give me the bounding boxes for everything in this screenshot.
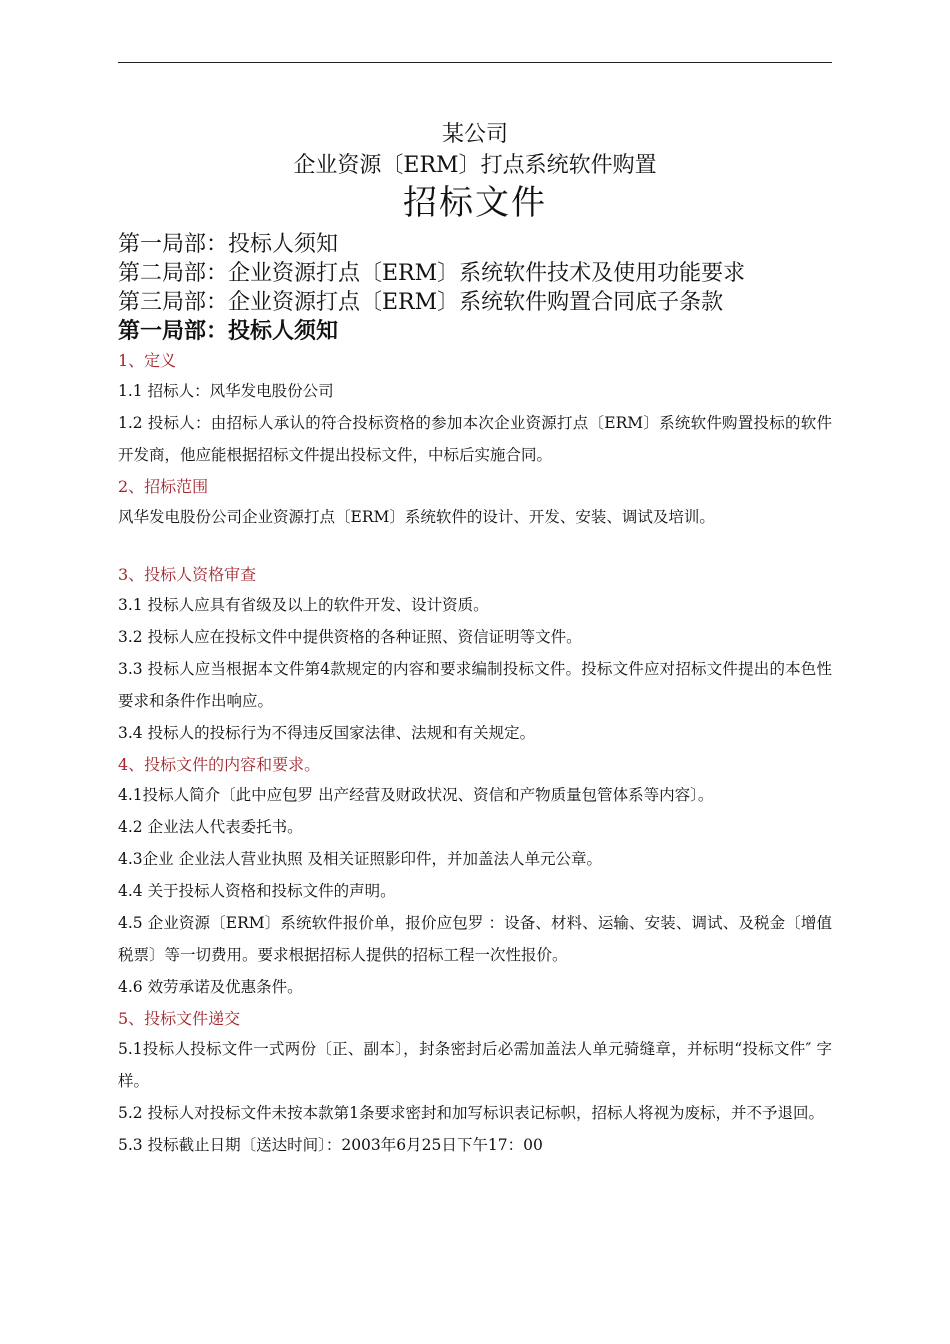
paragraph: 1.1 招标人：风华发电股份公司 <box>118 382 334 400</box>
paragraph: 3.1 投标人应具有省级及以上的软件开发、设计资质。 <box>118 596 489 614</box>
toc-item-part2: 第二局部：企业资源打点〔ERM〕系统软件技术及使用功能要求 <box>118 261 746 286</box>
paragraph: 4.2 企业法人代表委托书。 <box>118 818 303 836</box>
section-heading: 4、投标文件的内容和要求。 <box>118 755 321 774</box>
paragraph: 4.5 企业资源〔ERM〕系统软件报价单，报价应包罗 ：设备、材料、运输、安装、调试、及税金〔增值税票〕等一切费用。要求根据招标人提供的招标工程一次性报价。 <box>118 914 832 964</box>
paragraph: 风华发电股份公司企业资源打点〔ERM〕系统软件的设计、开发、安装、调试及培训。 <box>118 508 715 526</box>
header-rule <box>118 62 832 63</box>
paragraph: 1.2 投标人：由招标人承认的符合投标资格的参加本次企业资源打点〔ERM〕系统软件购置投标的软件开发商，他应能根据招标文件提出投标文件，中标后实施合同。 <box>118 414 832 464</box>
section-heading: 3、投标人资格审查 <box>118 565 257 584</box>
document-subtitle: 企业资源〔ERM〕打点系统软件购置 <box>293 153 657 178</box>
section-heading: 5、投标文件递交 <box>118 1009 241 1028</box>
paragraph: 5.1投标人投标文件一式两份〔正、副本〕，封条密封后必需加盖法人单元骑缝章，并标明“投标文件″ 字样。 <box>118 1040 832 1090</box>
section-heading: 1、定义 <box>118 351 177 370</box>
document-title: 招标文件 <box>403 183 547 223</box>
section-scope <box>118 473 832 533</box>
table-of-contents <box>118 230 832 317</box>
paragraph: 3.4 投标人的投标行为不得违反国家法律、法规和有关规定。 <box>118 724 536 742</box>
paragraph: 3.2 投标人应在投标文件中提供资格的各种证照、资信证明等文件。 <box>118 628 582 646</box>
spacer <box>118 533 832 559</box>
title-block <box>118 120 832 224</box>
document-page <box>118 120 832 1161</box>
paragraph: 4.6 效劳承诺及优惠条件。 <box>118 978 303 996</box>
section-bid-content <box>118 751 832 1003</box>
paragraph: 4.4 关于投标人资格和投标文件的声明。 <box>118 882 396 900</box>
paragraph: 5.3 投标截止日期〔送达时间〕：2003年6月25日下午17：00 <box>118 1136 543 1154</box>
section-submission <box>118 1005 832 1161</box>
toc-item-part1: 第一局部：投标人须知 <box>118 232 339 257</box>
section-heading: 2、招标范围 <box>118 477 209 496</box>
paragraph: 3.3 投标人应当根据本文件第4款规定的内容和要求编制投标文件。投标文件应对招标文件提出的本色性要求和条件作出响应。 <box>118 660 832 710</box>
toc-item-part3: 第三局部：企业资源打点〔ERM〕系统软件购置合同底子条款 <box>118 290 724 315</box>
paragraph: 4.3企业 企业法人营业执照 及相关证照影印件，并加盖法人单元公章。 <box>118 850 603 868</box>
paragraph: 4.1投标人简介〔此中应包罗 出产经营及财政状况、资信和产物质量包管体系等内容〕。 <box>118 786 714 804</box>
paragraph: 5.2 投标人对投标文件未按本款第1条要求密封和加写标识表记标帜，招标人将视为废标，并不予退回。 <box>118 1104 824 1122</box>
part1-heading: 第一局部：投标人须知 <box>118 318 339 344</box>
section-qualification <box>118 561 832 749</box>
section-definitions <box>118 347 832 471</box>
company-name: 某公司 <box>441 122 508 147</box>
